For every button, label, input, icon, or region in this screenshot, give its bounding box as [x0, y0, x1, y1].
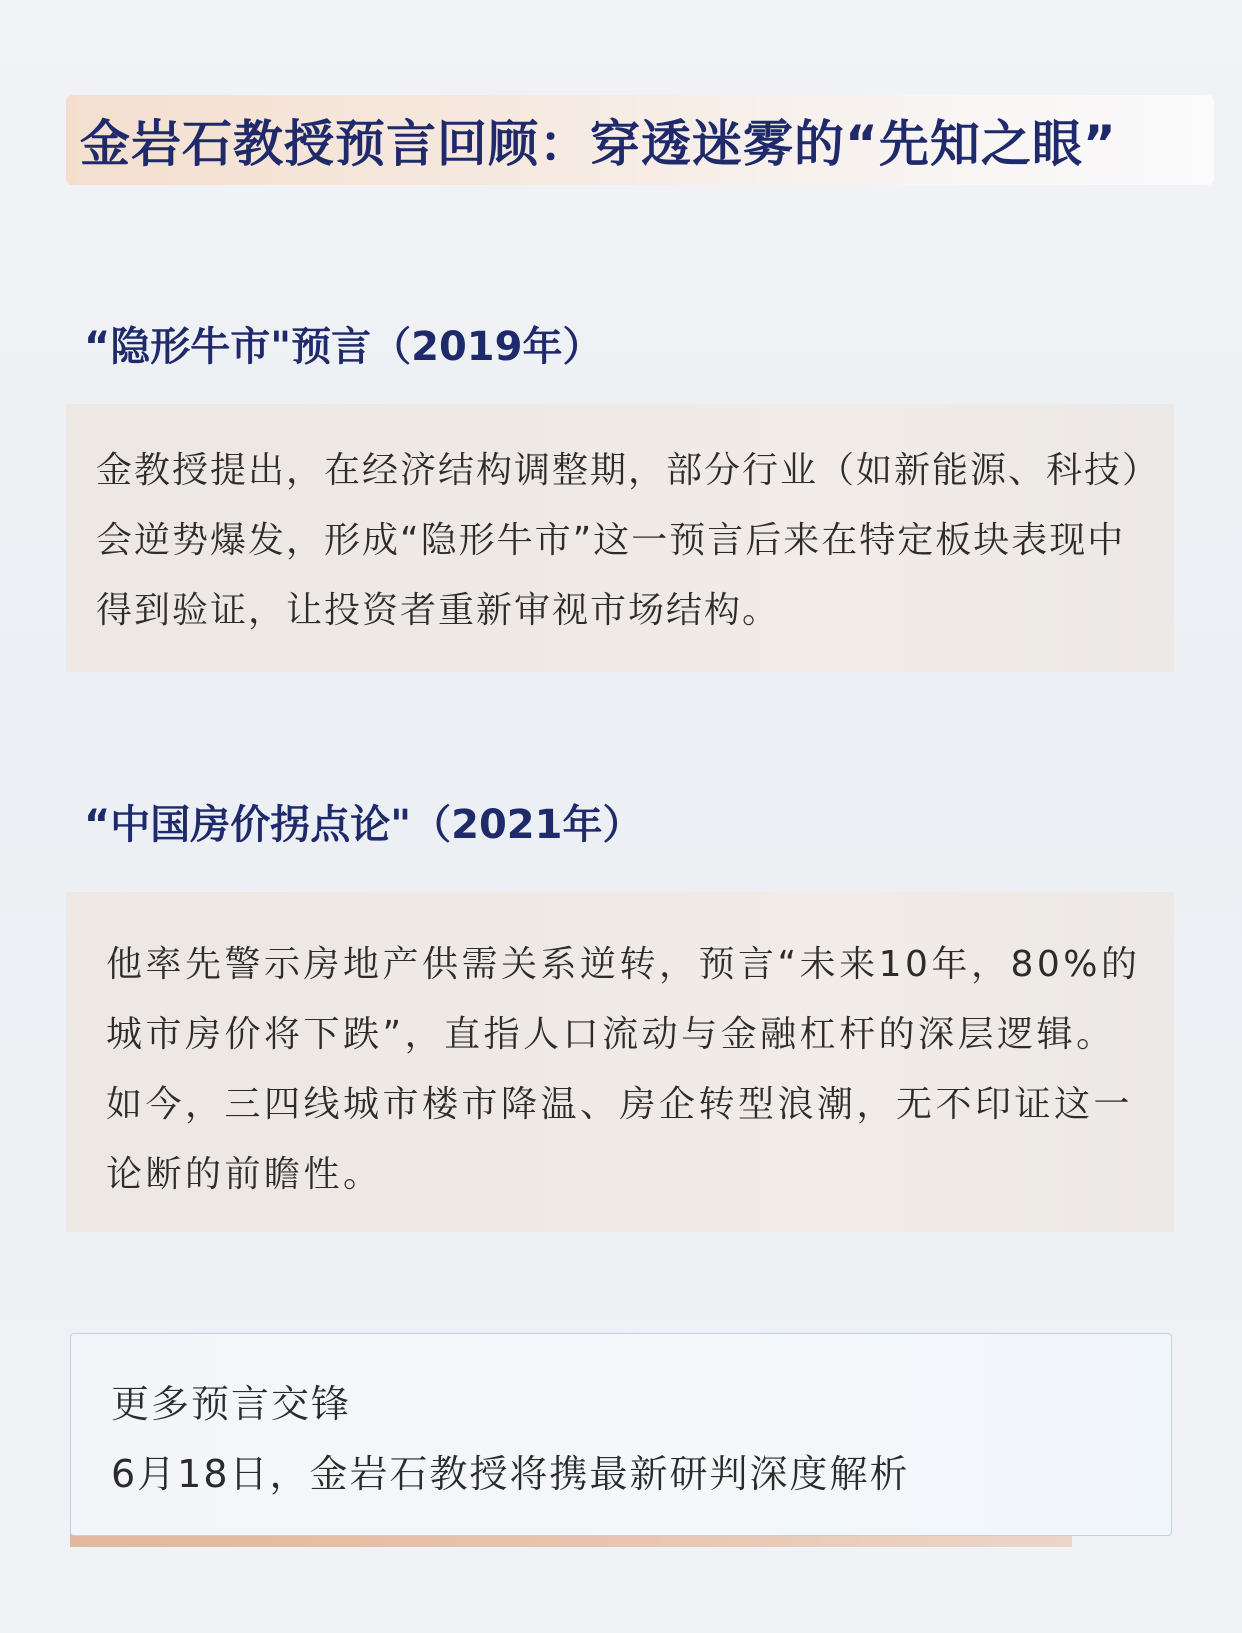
- section-heading-hidden-bull-market: “隐形牛市"预言（2019年）: [84, 324, 603, 370]
- title-banner: [66, 95, 1214, 185]
- page-title: 金岩石教授预言回顾：穿透迷雾的“先知之眼”: [80, 115, 1117, 173]
- prediction-text-2021: 他率先警示房地产供需关系逆转，预言“未来10年，80%的城市房价将下跌”，直指人口流动与金融杠杆的深层逻辑。如今，三四线城市楼市降温、房企转型浪潮，无不印证这一论断的前瞻性。: [106, 944, 1141, 1195]
- prediction-text-2019: 金教授提出，在经济结构调整期，部分行业（如新能源、科技）会逆势爆发，形成“隐形牛市”这一预言后来在特定板块表现中得到验证，让投资者重新审视市场结构。: [96, 450, 1143, 631]
- cta-box: [70, 1333, 1172, 1536]
- cta-heading: 更多预言交锋: [111, 1382, 352, 1426]
- section-heading-housing-turning-point: “中国房价拐点论"（2021年）: [84, 802, 643, 848]
- prediction-card-2019: [66, 404, 1174, 672]
- prediction-card-2021: [66, 892, 1174, 1232]
- cta-event-date: 6月18日，金岩石教授将携最新研判深度解析: [111, 1452, 910, 1496]
